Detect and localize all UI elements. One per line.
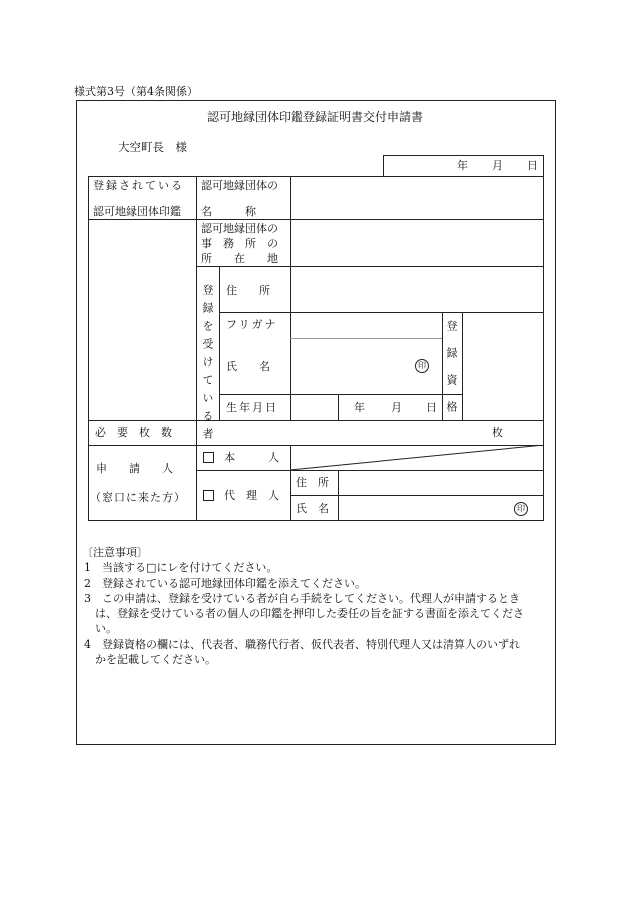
birth-month: 月 — [391, 401, 402, 414]
applicant-sublabel: （窓口に来た方） — [90, 491, 186, 504]
office-label-2: 事 務 所 の — [201, 237, 278, 250]
registrant-seal-mark: 印 — [415, 359, 429, 373]
group-name-label-1: 認可地縁団体の — [201, 179, 278, 192]
date-year: 年 — [457, 159, 468, 172]
outer-frame-right — [555, 100, 556, 745]
applicant-address-label: 住 所 — [296, 476, 329, 489]
registrant-side-label: 登録を受けている者 — [201, 284, 214, 446]
date-month: 月 — [492, 159, 503, 172]
copies-unit: 枚 — [492, 426, 503, 439]
date-day: 日 — [527, 159, 538, 172]
group-name-label-2: 名 称 — [201, 205, 256, 218]
note-line: 4 登録資格の欄には、代表者、職務代行者、仮代表者、特別代理人又は清算人のいずれ — [84, 638, 520, 651]
applicant-name-label: 氏 名 — [296, 502, 329, 515]
registrant-furigana-label: フリガナ — [226, 318, 278, 331]
agent-label: 代 理 人 — [224, 489, 279, 502]
note-line: い。 — [84, 622, 117, 635]
birth-year: 年 — [354, 401, 365, 414]
birth-day: 日 — [426, 401, 437, 414]
outer-frame-top — [76, 100, 556, 101]
registrant-address-label: 住 所 — [226, 284, 270, 297]
registered-seal-label-2: 認可地縁団体印鑑 — [93, 205, 181, 218]
note-line: は、登録を受けている者の個人の印鑑を押印した委任の旨を証する書面を添えてくださ — [84, 607, 524, 620]
note-line: 2 登録されている認可地縁団体印鑑を添えてください。 — [84, 577, 366, 590]
registered-seal-label-1: 登録されている — [93, 179, 184, 192]
agent-checkbox[interactable] — [203, 490, 214, 501]
outer-frame-bottom — [76, 744, 556, 745]
self-row-diagonal — [290, 445, 544, 471]
office-label-3: 所 在 地 — [201, 252, 278, 265]
self-label: 本 人 — [224, 451, 279, 464]
note-line: 3 この申請は、登録を受けている者が自ら手続をしてください。代理人が申請するとき — [84, 592, 520, 605]
form-number: 様式第3号（第4条関係） — [74, 85, 198, 98]
office-label-1: 認可地縁団体の — [201, 222, 278, 235]
copies-label: 必 要 枚 数 — [95, 426, 172, 439]
registrant-birthdate-label: 生年月日 — [226, 401, 278, 414]
qualification-label: 登録資格 — [445, 320, 458, 428]
applicant-seal-mark: 印 — [514, 502, 528, 516]
form-title: 認可地縁団体印鑑登録証明書交付申請書 — [206, 110, 423, 124]
self-checkbox[interactable] — [203, 452, 214, 463]
note-line: かを記載してください。 — [84, 653, 216, 666]
registrant-name-label: 氏 名 — [226, 360, 270, 373]
addressee: 大空町長 様 — [118, 140, 187, 154]
note-line: 1 当該する□にレを付けてください。 — [84, 561, 278, 574]
notes-header: 〔注意事項〕 — [82, 546, 148, 559]
applicant-label: 申 請 人 — [96, 462, 173, 475]
outer-frame-left — [76, 100, 77, 745]
